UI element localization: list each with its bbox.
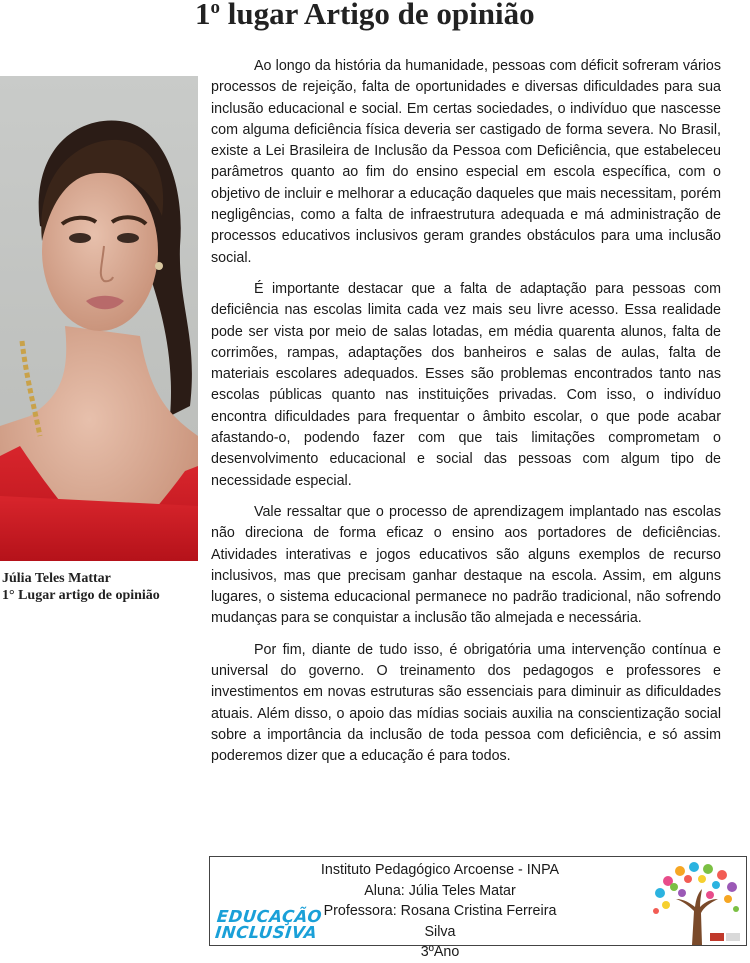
article-body xyxy=(211,56,721,778)
page-title: 1$^o$ lugar Artigo de opinião xyxy=(195,0,535,31)
colorful-tree-icon xyxy=(648,859,744,945)
author-name: Júlia Teles Mattar xyxy=(2,571,111,586)
student-name: Aluna: Júlia Teles Matar xyxy=(364,882,516,899)
paragraph-1: Ao longo da história da humanidade, pessoas com déficit sofreram vários processos de rejeição, falta de oportunidades e diversas dificuldades para sua inclusão educacional e social. Em certas sociedades, o indivíduo que nascesse com alguma deficiência física deveria ser castigado de forma severa. No Brasil, existe a Lei Brasileira de Inclusão da Pessoa com Deficiência, que estabeleceu parâmetros quanto ao fim do ensino especial em escola específica, com o objetivo de incluir e melhorar a educação daqueles que mais necessitam, porém negligências, como a falta de infraestrutura adequada e má administração de processos educativos inclusivos geram grandes obstáculos para uma inclusão social. xyxy=(211,58,721,266)
educacao-inclusiva-logo: EDUCAÇÃO INCLUSIVA xyxy=(214,907,324,942)
footer-box xyxy=(209,856,747,960)
author-award: 1° Lugar artigo de opinião xyxy=(2,588,160,603)
paragraph-4: Por fim, diante de tudo isso, é obrigatória uma intervenção contínua e universal do governo. O treinamento dos pedagogos e professores e investimentos em novas estruturas são essenciais para diminuir as dificuldades atuais. Além disso, o apoio das mídias sociais auxilia na conscientização social sobre a importância da inclusão de toda pessoa com deficiência, e só assim poderemos dizer que a educação é para todos. xyxy=(211,641,721,765)
photo-caption xyxy=(2,570,202,604)
teacher-name: Professora: Rosana Cristina Ferreira Silva xyxy=(323,903,557,940)
footer-credits xyxy=(320,860,560,963)
portrait-photo xyxy=(0,76,198,561)
institution-name: Instituto Pedagógico Arcoense - INPA xyxy=(320,862,560,878)
paragraph-3: Vale ressaltar que o processo de aprendizagem implantado nas escolas não direciona de forma eficaz o ensino aos portadores de deficiências. Atividades interativas e jogos educativos são alguns exemplos de recurso inclusivos, mas que precisam ganhar destaque na escola. Assim, em alguns lugares, o sistema educacional permanece no padrão tradicional, não sofrendo mudanças para se conquistar a inclusão tão almejada e necessária. xyxy=(211,503,721,627)
paragraph-2: É importante destacar que a falta de adaptação para pessoas com deficiência nas escolas limita cada vez mais seu livre acesso. Essa realidade pode ser vista por meio de salas lotadas, em média quarenta alunos, falta de corrimões, rampas, adaptações dos banheiros e salas de aulas, falta de materiais escolares adequados. Esses são problemas encontrados tanto nas escolas públicas quanto nas instituições privadas. Com isso, o indivíduo encontra dificuldades para frequentar o âmbito escolar, o que pode acabar afastando-o, podendo fazer com que tais limitações comprometam o desenvolvimento educacional e social das pessoas com algum tipo de necessidade especial. xyxy=(211,280,721,489)
grade-label: 3ºAno xyxy=(420,944,460,960)
